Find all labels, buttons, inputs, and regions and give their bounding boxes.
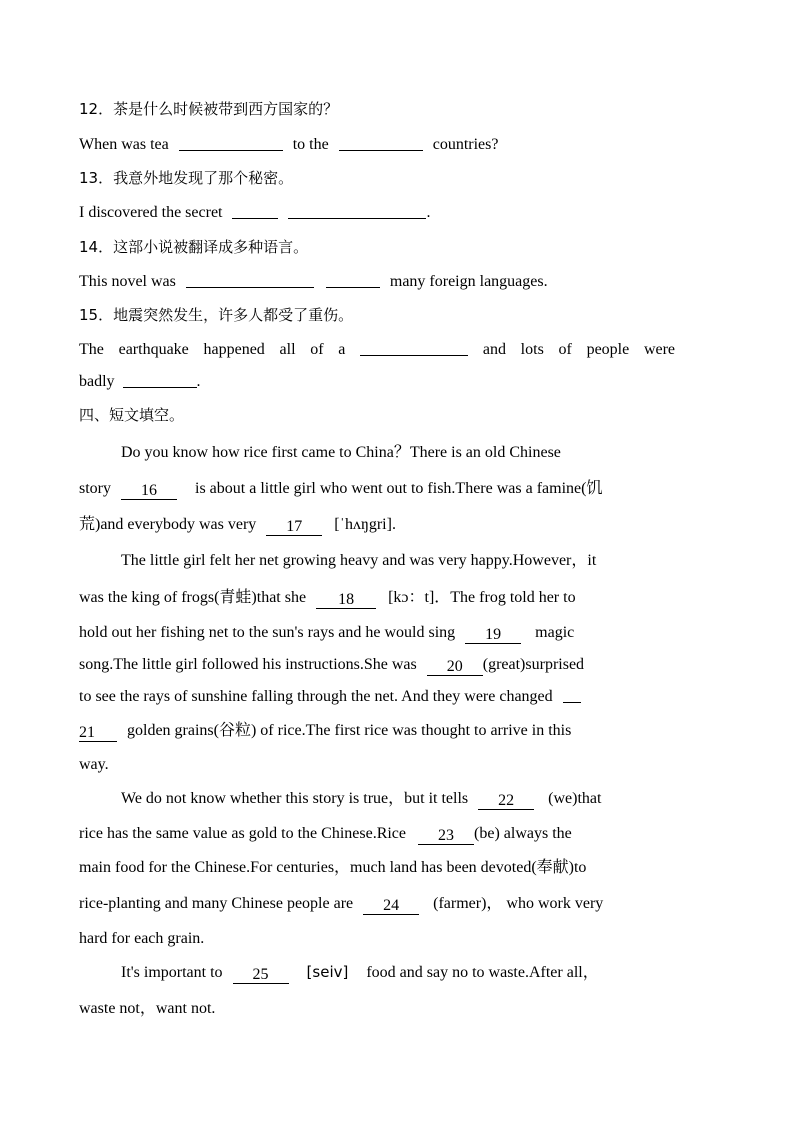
blank-20[interactable] [427,659,483,676]
blank-25-number: 25 [252,966,269,983]
p2-line3 [79,622,675,644]
p3-text-a: We do not know whether this story is true，but it tells [121,790,469,807]
q14-text-b: many foreign languages. [389,273,548,290]
p2-line7: way. [79,756,109,773]
q15-english-line2 [79,371,675,393]
p2-text-g: to see the rays of sunshine falling through the net. And they were changed [79,688,553,705]
blank-19[interactable] [465,627,521,644]
q13-period: . [426,204,431,221]
p2-line5 [79,686,675,708]
p4-line2: waste not，want not. [79,1000,216,1017]
blank-20-number: 20 [446,658,463,675]
p2-text-a: was the king of frogs(青蛙)that she [79,589,307,606]
q12-blank-2[interactable] [339,134,423,151]
p2-text-c: hold out her fishing net to the sun's rays and he would sing [79,624,456,641]
p3-text-f: (farmer)， who work very [433,895,604,912]
blank-18-number: 18 [338,591,355,608]
blank-16[interactable] [121,483,177,500]
p4-line1 [121,961,675,984]
q15-english-line1 [79,339,675,361]
p1-text-c: 荒)and everybody was very [79,516,257,533]
blank-17-number: 17 [286,518,303,535]
q13-blank-2[interactable] [288,202,426,219]
p3-line3: main food for the Chinese.For centuries，much land has been devoted(奉献)to [79,859,587,876]
q12-chinese: 12．茶是什么时候被带到西方国家的？ [79,100,339,118]
blank-18[interactable] [316,592,376,609]
q13-blank-1[interactable] [232,202,278,219]
p4-phonetic-save: [seiv] [306,963,349,981]
q12-text-b: to the [292,136,329,153]
blank-22-number: 22 [498,792,515,809]
q15-text-a: The earthquake happened all of a [79,341,346,358]
q14-blank-2[interactable] [326,271,380,288]
blank-23-number: 23 [438,827,455,844]
blank-22[interactable] [478,793,534,810]
blank-24[interactable] [363,898,419,915]
q13-chinese: 13．我意外地发现了那个秘密。 [79,169,294,187]
q15-period: . [196,373,201,390]
p2-text-d: magic [535,624,575,641]
p3-text-c: rice has the same value as gold to the Chinese.Rice [79,825,407,842]
blank-21[interactable] [79,725,117,742]
q12-blank-1[interactable] [179,134,283,151]
q14-chinese: 14．这部小说被翻译成多种语言。 [79,238,309,256]
section-title: 四、短文填空。 [79,406,185,424]
p3-line5: hard for each grain. [79,930,205,947]
p2-text-e: song.The little girl followed his instructions.She was [79,656,417,673]
blank-21-number: 21 [79,724,95,741]
p2-text-h: golden grains(谷粒) of rice.The first rice was thought to arrive in this [127,722,572,739]
q15-chinese: 15．地震突然发生，许多人都受了重伤。 [79,306,354,324]
q15-blank-1[interactable] [360,339,468,356]
q15-text-b: and lots of people were [482,341,676,358]
p2-text-b: [kɔ：t]．The frog told her to [388,589,576,606]
q15-blank-2[interactable] [123,371,197,388]
p3-text-e: rice-planting and many Chinese people are [79,895,354,912]
p3-text-b: (we)that [548,790,602,807]
p4-text-b: food and say no to waste.After all， [366,964,599,981]
q12-english [79,134,675,156]
q14-blank-1[interactable] [186,271,314,288]
p4-text-a: It's important to [121,964,223,981]
p3-line1 [121,788,675,810]
q14-text-a: This novel was [79,273,176,290]
p2-line6 [79,720,675,742]
p1-text-b: is about a little girl who went out to fish.There was a famine(饥 [195,480,603,497]
q12-text-c: countries? [432,136,499,153]
q14-english [79,271,675,293]
p1-line2 [79,478,675,500]
blank-19-number: 19 [485,626,502,643]
p1-line1: Do you know how rice first came to China？There is an old Chinese [121,444,561,461]
p2-line1: The little girl felt her net growing heavy and was very happy.However，it [121,552,597,569]
p3-line4 [79,893,675,915]
blank-25[interactable] [233,967,289,984]
q13-english [79,202,675,224]
p3-text-d: (be) always the [474,825,572,842]
q12-text-a: When was tea [79,136,169,153]
p1-phonetic-hungry: [ˈhʌŋgri]. [334,516,396,533]
blank-16-number: 16 [141,482,157,499]
blank-24-number: 24 [383,897,400,914]
p1-text-a: story [79,480,111,497]
blank-17[interactable] [266,519,322,536]
q15-text-c: badly [79,373,115,390]
p2-line2 [79,587,675,609]
p1-line3 [79,514,675,536]
blank-21-start[interactable] [563,686,581,703]
p2-text-f: (great)surprised [482,656,585,673]
p3-line2 [79,823,675,845]
q13-text-a: I discovered the secret [79,204,223,221]
blank-23[interactable] [418,828,474,845]
p2-line4 [79,654,675,676]
